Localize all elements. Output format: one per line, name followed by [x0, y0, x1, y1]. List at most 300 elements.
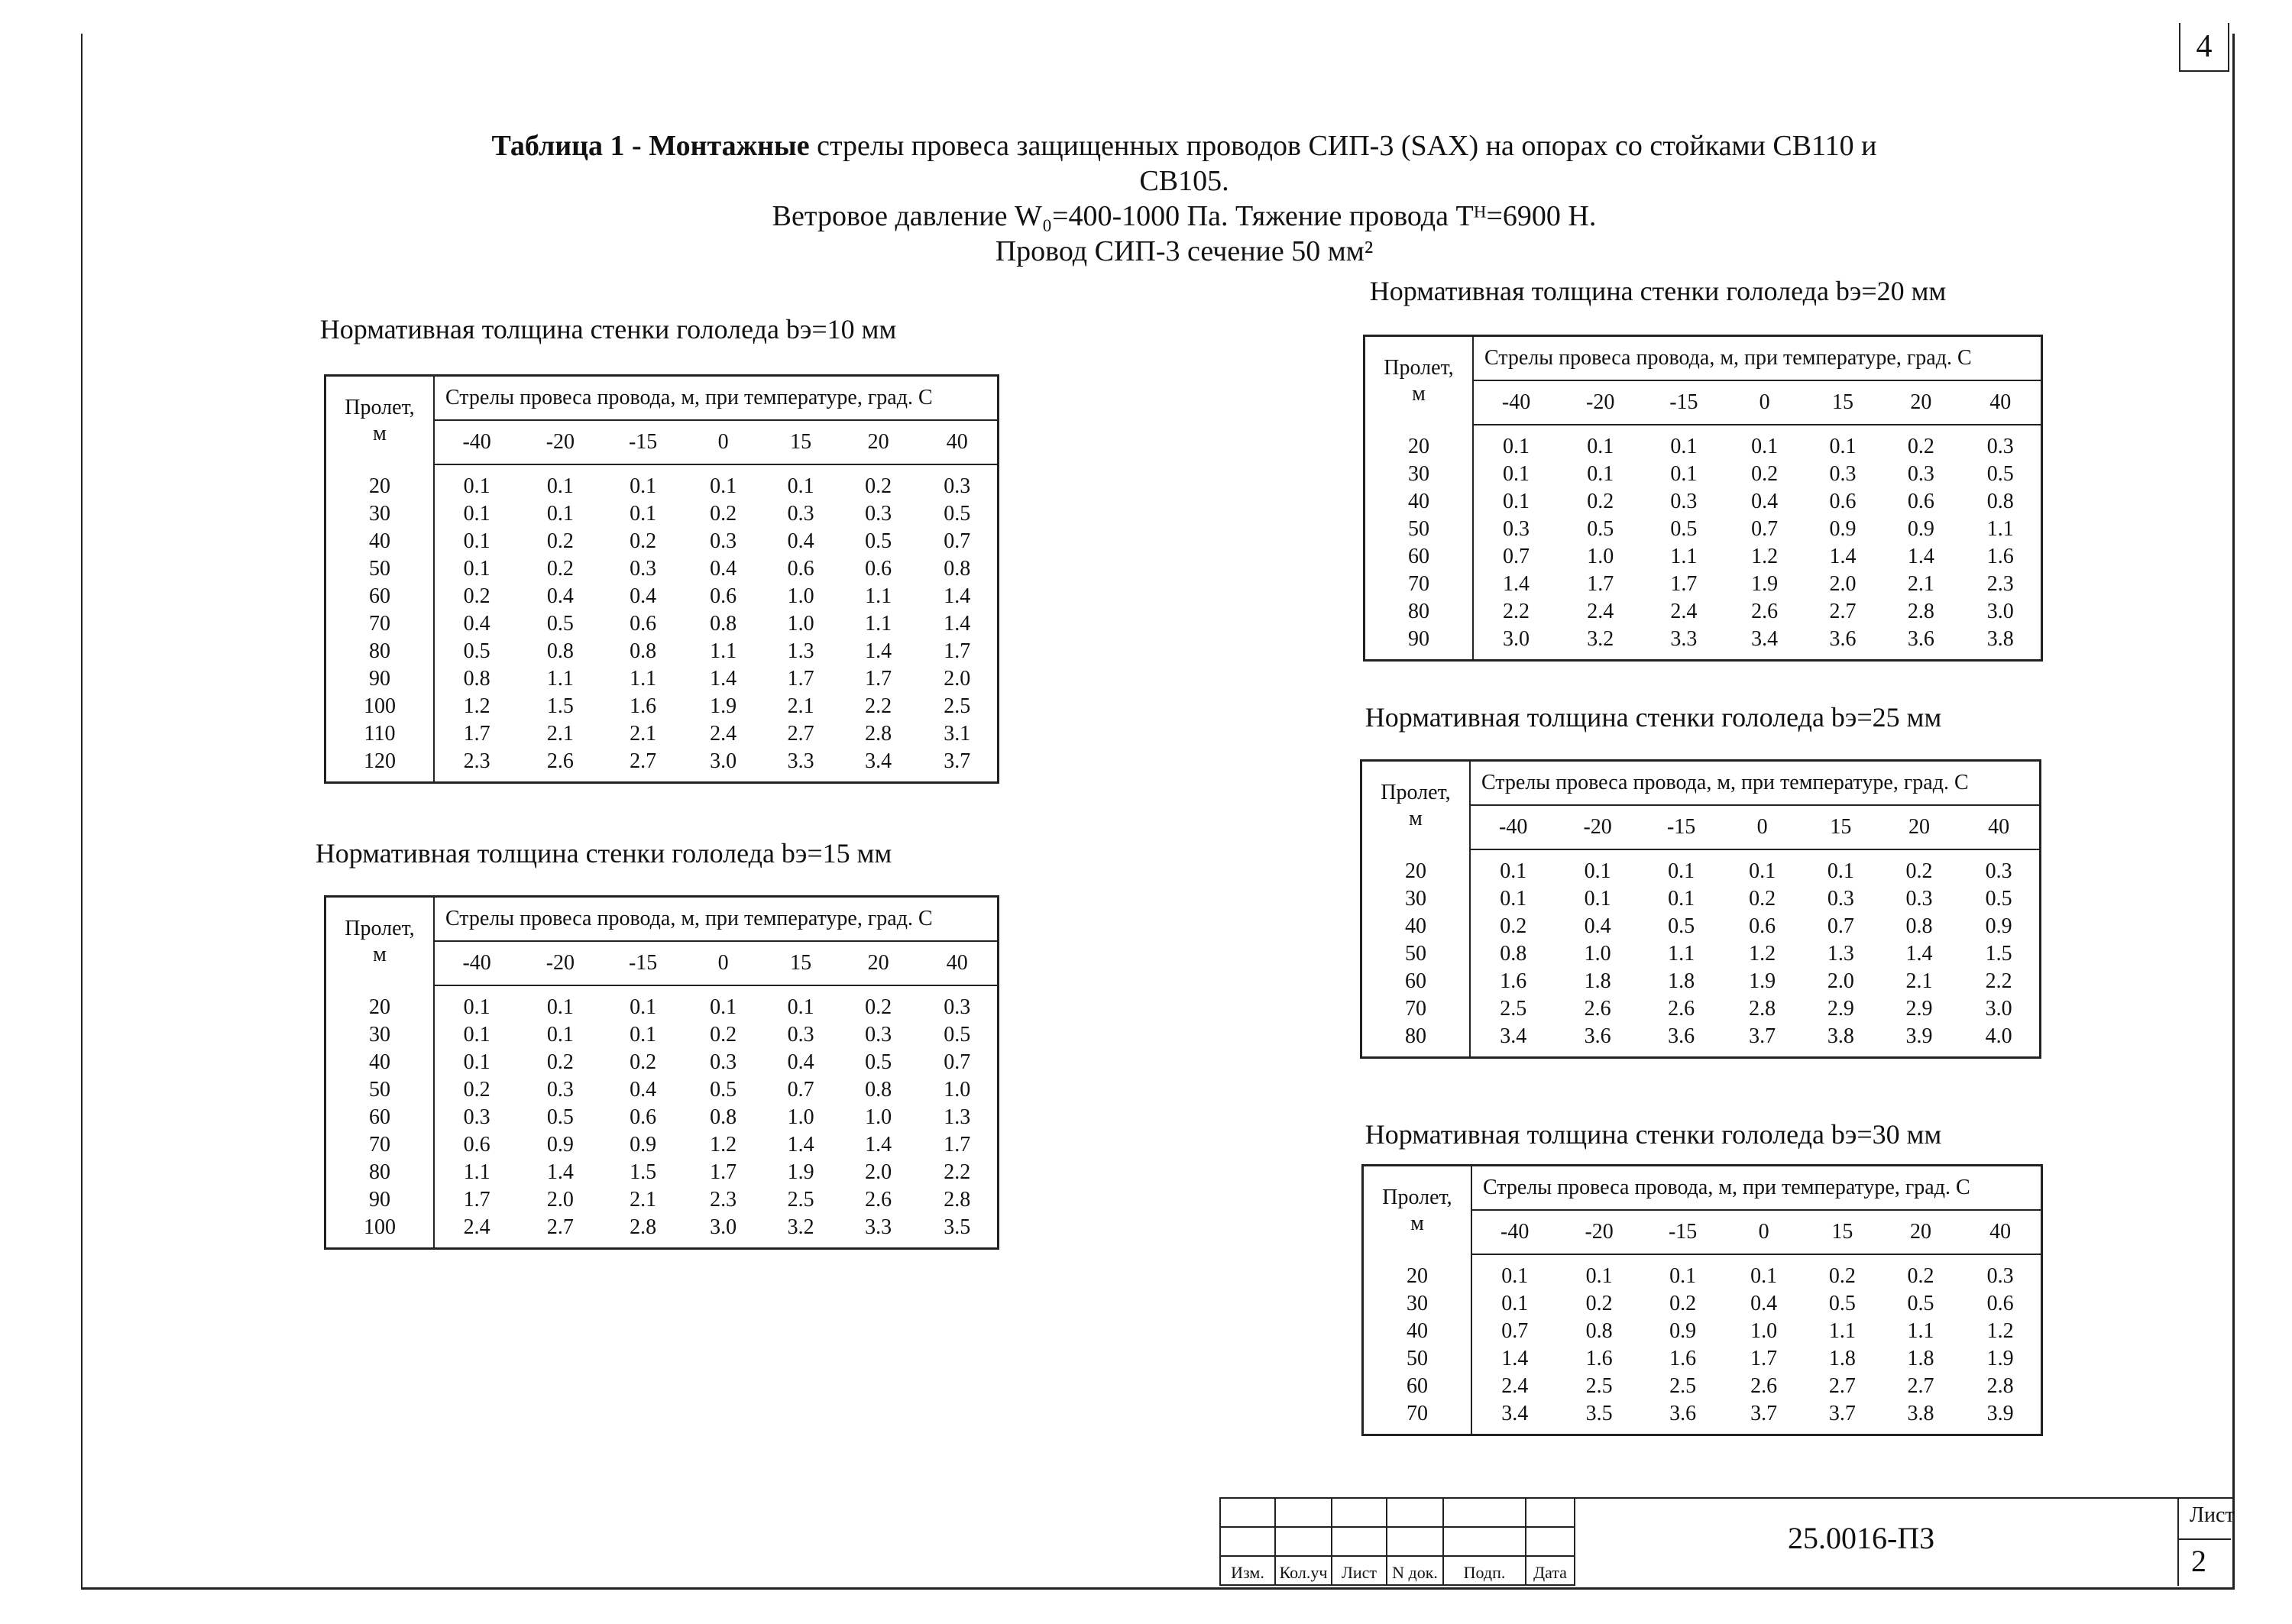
sag-value: 0.1 [434, 500, 519, 528]
table-row [1365, 488, 2042, 516]
sag-value: 0.2 [1751, 462, 1779, 486]
sag-value: 0.1 [1584, 859, 1611, 883]
sag-value: 2.1 [787, 694, 814, 718]
table-row [1365, 626, 2042, 661]
sag-value: 1.9 [787, 1160, 814, 1184]
sag-value: 1.4 [710, 667, 737, 691]
span-value: 70 [1405, 997, 1426, 1021]
sag-value: 0.9 [1669, 1319, 1697, 1343]
stamp-column-label: Кол.уч [1279, 1563, 1328, 1582]
sag-value: 0.3 [434, 1104, 519, 1131]
sheet-corner-number: 4 [2179, 23, 2229, 72]
sag-value: 3.4 [1471, 1400, 1557, 1435]
header-span-unit: м [373, 421, 387, 445]
sag-value: 3.6 [1829, 627, 1857, 651]
stamp-cell [1387, 1528, 1444, 1557]
sag-value: 0.2 [630, 529, 657, 553]
sag-value: 0.1 [1668, 859, 1695, 883]
sag-value: 2.0 [1829, 572, 1857, 596]
header-sag-caption: Стрелы провеса провода, м, при температуре, град. С [434, 376, 999, 421]
sag-value: 0.9 [1829, 517, 1857, 541]
caption-table-25: Нормативная толщина стенки гололеда bэ=25 мм [1365, 702, 1942, 733]
span-value: 60 [369, 1105, 390, 1129]
sag-value: 3.2 [787, 1215, 814, 1239]
stamp-cell [1444, 1499, 1526, 1528]
sag-value: 1.5 [630, 1160, 657, 1184]
stamp-column-label: Подп. [1463, 1563, 1506, 1582]
table-row [1363, 1373, 2042, 1400]
table-row [1363, 1290, 2042, 1318]
sag-value: 0.5 [710, 1078, 737, 1102]
table-row [1365, 425, 2042, 461]
sag-value: 3.0 [1473, 626, 1559, 661]
sag-value: 1.0 [1584, 942, 1611, 966]
sag-value: 1.7 [865, 667, 892, 691]
caption-table-20: Нормативная толщина стенки гололеда bэ=20 мм [1369, 276, 1947, 306]
sag-value: 0.1 [1829, 435, 1857, 458]
header-span-unit: м [373, 942, 387, 966]
sag-value: 0.4 [630, 1078, 657, 1102]
sag-value: 1.7 [1587, 572, 1614, 596]
sag-value: 2.8 [1986, 1374, 2014, 1398]
sag-value: 0.2 [434, 1076, 519, 1104]
table-row [1361, 1023, 2041, 1058]
span-value: 30 [1408, 462, 1429, 486]
table-row [325, 500, 999, 528]
sag-value: 0.5 [944, 1023, 971, 1047]
sag-value: 3.8 [1827, 1024, 1854, 1048]
span-value: 40 [1405, 914, 1426, 938]
sag-value: 0.9 [630, 1133, 657, 1157]
sag-value: 0.1 [434, 1021, 519, 1049]
header-temperature: -15 [602, 420, 685, 464]
sag-value: 0.1 [1470, 885, 1556, 913]
sag-value: 1.1 [1828, 1319, 1856, 1343]
sag-value: 1.9 [1751, 572, 1779, 596]
sag-value: 0.2 [710, 1023, 737, 1047]
sag-value: 0.1 [1750, 1264, 1778, 1288]
sag-value: 0.6 [1829, 490, 1857, 513]
sag-value: 0.8 [865, 1078, 892, 1102]
sag-value: 2.8 [944, 1188, 971, 1212]
sag-value: 0.1 [1587, 462, 1614, 486]
sheet-number: 2 [2191, 1544, 2206, 1578]
stamp-column-label: N док. [1392, 1563, 1438, 1582]
sag-value: 0.6 [865, 557, 892, 581]
sag-value: 0.7 [944, 1050, 971, 1074]
sag-value: 3.9 [1986, 1402, 2014, 1425]
sag-value: 2.7 [630, 749, 657, 773]
span-value: 40 [369, 529, 390, 553]
header-temperature: -20 [519, 420, 601, 464]
sag-value: 2.9 [1827, 997, 1854, 1021]
header-sag-caption: Стрелы провеса провода, м, при температуре, град. С [1470, 761, 2041, 806]
sag-value: 1.4 [865, 1133, 892, 1157]
header-temperature: 40 [917, 941, 998, 985]
header-temperature: 40 [917, 420, 998, 464]
sag-value: 1.5 [546, 694, 574, 718]
sag-value: 1.8 [1828, 1347, 1856, 1370]
sag-value: 1.4 [944, 612, 971, 636]
sag-value: 0.1 [546, 1023, 574, 1047]
stamp-column-label: Дата [1533, 1563, 1567, 1582]
stamp-cell [1332, 1557, 1387, 1586]
sag-value: 1.0 [787, 584, 814, 608]
sag-value: 0.8 [546, 639, 574, 663]
sag-value: 0.2 [546, 1050, 574, 1074]
header-temperature: -40 [434, 420, 519, 464]
stamp-cell [1276, 1499, 1332, 1528]
span-value: 120 [364, 749, 396, 773]
table-row [1365, 598, 2042, 626]
sag-value: 2.8 [1749, 997, 1776, 1021]
span-value: 100 [364, 1215, 396, 1239]
sag-value: 0.1 [710, 995, 737, 1019]
header-temperature: -40 [434, 941, 519, 985]
sag-value: 2.0 [546, 1188, 574, 1212]
table-row [1361, 968, 2041, 995]
table-row [325, 1049, 999, 1076]
header-span [1361, 761, 1471, 850]
header-temperature: 0 [685, 420, 762, 464]
header-temperature: 15 [762, 420, 840, 464]
table-row [325, 583, 999, 610]
sag-value: 0.5 [1668, 914, 1695, 938]
sag-value: 2.4 [1471, 1373, 1557, 1400]
table-row [1361, 885, 2041, 913]
sag-value: 1.1 [1986, 517, 2014, 541]
sag-value: 1.7 [434, 1186, 519, 1214]
title-line2: Ветровое давление W₀=400-1000 Па. Тяжение провода Tᴴ=6900 Н. [772, 200, 1597, 232]
stamp-sheet-divider [2177, 1538, 2231, 1540]
span-value: 40 [1408, 490, 1429, 513]
sag-value: 0.1 [1473, 461, 1559, 488]
span-value: 70 [1407, 1402, 1428, 1425]
sag-value: 0.3 [546, 1078, 574, 1102]
sag-value: 3.8 [1986, 627, 2014, 651]
sag-value: 0.2 [1828, 1264, 1856, 1288]
header-temperature: 20 [1880, 805, 1959, 849]
sag-value: 3.7 [944, 749, 971, 773]
sag-value: 2.7 [787, 722, 814, 746]
sag-value: 0.2 [1907, 1264, 1934, 1288]
table-row [1363, 1318, 2042, 1345]
stamp-cell [1276, 1557, 1332, 1586]
sag-value: 1.7 [1750, 1347, 1778, 1370]
sag-value: 1.1 [546, 667, 574, 691]
sag-value: 1.9 [1749, 969, 1776, 993]
sag-value: 1.4 [1471, 1345, 1557, 1373]
sag-value: 0.4 [1584, 914, 1611, 938]
sag-value: 3.3 [1670, 627, 1698, 651]
header-temperature: 15 [1804, 380, 1882, 425]
sag-value: 0.3 [787, 502, 814, 526]
sag-value: 0.6 [710, 584, 737, 608]
sag-value: 3.4 [1751, 627, 1779, 651]
sag-value: 1.1 [1670, 545, 1698, 568]
sag-value: 2.6 [1751, 600, 1779, 623]
span-value: 60 [1408, 545, 1429, 568]
stamp-cell [1332, 1499, 1387, 1528]
header-temperature: -40 [1473, 380, 1559, 425]
sag-value: 0.3 [1986, 1264, 2014, 1288]
span-value: 70 [369, 1133, 390, 1157]
sag-value: 1.3 [787, 639, 814, 663]
sag-value: 0.1 [1471, 1290, 1557, 1318]
span-value: 50 [1407, 1347, 1428, 1370]
sag-value: 0.1 [434, 528, 519, 555]
sag-value: 1.2 [1986, 1319, 2014, 1343]
sag-value: 2.1 [630, 722, 657, 746]
header-span-label: Пролет, [1381, 780, 1451, 804]
header-temperature: -40 [1470, 805, 1556, 849]
sag-value: 2.5 [1585, 1374, 1613, 1398]
sag-table-15mm [324, 895, 999, 1250]
header-temperature: 0 [1724, 1210, 1803, 1254]
span-value: 80 [1405, 1024, 1426, 1048]
sag-value: 1.0 [787, 1105, 814, 1129]
sag-value: 2.1 [630, 1188, 657, 1212]
sag-value: 0.1 [630, 474, 657, 498]
sag-value: 0.2 [1669, 1292, 1697, 1315]
page-title [458, 128, 1910, 269]
table-row [325, 1076, 999, 1104]
sag-table-25mm [1360, 759, 2041, 1059]
sag-value: 1.1 [1668, 942, 1695, 966]
table-row [1361, 849, 2041, 885]
stamp-cell [1444, 1528, 1526, 1557]
sag-value: 0.8 [710, 612, 737, 636]
sag-value: 0.2 [1587, 490, 1614, 513]
sag-value: 0.4 [1751, 490, 1779, 513]
sag-value: 0.1 [546, 502, 574, 526]
sag-value: 3.8 [1907, 1402, 1934, 1425]
sag-value: 0.7 [1471, 1318, 1557, 1345]
sag-value: 1.4 [546, 1160, 574, 1184]
sag-value: 1.0 [865, 1105, 892, 1129]
span-value: 110 [364, 722, 396, 746]
span-value: 70 [369, 612, 390, 636]
sag-value: 0.5 [1986, 462, 2014, 486]
sag-value: 0.2 [630, 1050, 657, 1074]
header-temperature: -15 [602, 941, 685, 985]
sag-value: 0.1 [1751, 435, 1779, 458]
sag-value: 0.4 [710, 557, 737, 581]
sag-value: 2.8 [630, 1215, 657, 1239]
sag-value: 3.7 [1828, 1402, 1856, 1425]
sag-value: 1.7 [787, 667, 814, 691]
sag-value: 0.3 [865, 1023, 892, 1047]
header-span-unit: м [1412, 381, 1426, 406]
span-value: 20 [369, 995, 390, 1019]
sag-value: 3.3 [865, 1215, 892, 1239]
header-temperature: -20 [519, 941, 601, 985]
span-value: 50 [369, 1078, 390, 1102]
table-row [325, 985, 999, 1021]
stamp-column-label: Лист [1341, 1563, 1377, 1582]
sag-value: 2.2 [1473, 598, 1559, 626]
sag-value: 0.5 [1670, 517, 1698, 541]
sag-value: 0.3 [710, 1050, 737, 1074]
sag-value: 1.0 [1750, 1319, 1778, 1343]
sag-table-10mm [324, 374, 999, 784]
sag-value: 3.0 [710, 1215, 737, 1239]
stamp-cell [1526, 1528, 1575, 1557]
sag-value: 2.2 [944, 1160, 971, 1184]
sag-value: 0.8 [1585, 1319, 1613, 1343]
header-span-label: Пролет, [1384, 355, 1454, 380]
table-row [325, 665, 999, 693]
sag-value: 2.1 [546, 722, 574, 746]
sag-value: 0.3 [944, 474, 971, 498]
sag-value: 0.2 [434, 583, 519, 610]
header-temperature: 15 [1803, 1210, 1882, 1254]
span-value: 30 [369, 1023, 390, 1047]
sag-value: 0.3 [710, 529, 737, 553]
sag-value: 2.8 [865, 722, 892, 746]
sag-value: 0.8 [1470, 940, 1556, 968]
header-temperature: 40 [1960, 380, 2042, 425]
sag-value: 0.1 [1669, 1264, 1697, 1288]
sag-value: 0.3 [1907, 462, 1934, 486]
table-row [325, 748, 999, 783]
header-temperature: 15 [762, 941, 840, 985]
sag-value: 2.6 [865, 1188, 892, 1212]
sag-value: 0.2 [1585, 1292, 1613, 1315]
table-row [325, 1186, 999, 1214]
header-temperature: 40 [1960, 1210, 2041, 1254]
span-value: 70 [1408, 572, 1429, 596]
sag-value: 1.4 [944, 584, 971, 608]
sag-value: 0.2 [710, 502, 737, 526]
caption-table-10: Нормативная толщина стенки гололеда bэ=10 мм [319, 314, 897, 345]
sag-value: 3.0 [710, 749, 737, 773]
sag-value: 1.9 [1986, 1347, 2014, 1370]
table-row [1361, 913, 2041, 940]
sag-value: 1.1 [1907, 1319, 1934, 1343]
sag-value: 2.4 [1670, 600, 1698, 623]
sag-value: 1.3 [944, 1105, 971, 1129]
sag-value: 0.5 [865, 1050, 892, 1074]
header-temperature: 0 [1725, 380, 1803, 425]
sag-value: 1.6 [630, 694, 657, 718]
span-value: 30 [1405, 887, 1426, 911]
sag-value: 0.1 [630, 1023, 657, 1047]
sag-value: 3.5 [1585, 1402, 1613, 1425]
sag-value: 0.1 [1585, 1264, 1613, 1288]
sag-value: 1.9 [710, 694, 737, 718]
sag-value: 2.5 [1669, 1374, 1697, 1398]
table-row [1361, 995, 2041, 1023]
table-row [325, 1021, 999, 1049]
sag-value: 1.4 [865, 639, 892, 663]
sag-value: 1.7 [1670, 572, 1698, 596]
header-temperature: -20 [1556, 805, 1639, 849]
sag-value: 0.1 [434, 555, 519, 583]
sag-value: 2.6 [1750, 1374, 1778, 1398]
sag-value: 0.4 [787, 1050, 814, 1074]
header-temperature: 20 [1882, 1210, 1960, 1254]
span-value: 50 [1405, 942, 1426, 966]
sag-value: 0.1 [1587, 435, 1614, 458]
table-row [325, 1159, 999, 1186]
sag-value: 3.6 [1907, 627, 1934, 651]
sag-value: 3.4 [865, 749, 892, 773]
table-row [325, 693, 999, 720]
header-temperature: 20 [840, 941, 918, 985]
sag-value: 0.1 [787, 474, 814, 498]
sag-value: 2.0 [1827, 969, 1854, 993]
span-value: 30 [369, 502, 390, 526]
sag-value: 0.1 [1471, 1254, 1557, 1290]
sag-value: 0.3 [944, 995, 971, 1019]
sag-value: 0.6 [787, 557, 814, 581]
sag-value: 0.3 [787, 1023, 814, 1047]
sag-value: 0.1 [1668, 887, 1695, 911]
sag-value: 0.6 [1907, 490, 1934, 513]
sag-value: 0.1 [434, 985, 519, 1021]
span-value: 80 [369, 1160, 390, 1184]
sag-value: 2.1 [1907, 572, 1934, 596]
sag-table-30mm [1361, 1164, 2043, 1436]
sag-value: 1.4 [1905, 942, 1933, 966]
sag-value: 1.6 [1986, 545, 2014, 568]
sag-value: 0.1 [1670, 462, 1698, 486]
span-value: 90 [369, 1188, 390, 1212]
sag-value: 0.6 [434, 1131, 519, 1159]
document-number: 25.0016-ПЗ [1788, 1521, 1935, 1555]
span-value: 20 [1408, 434, 1429, 458]
sag-value: 0.4 [630, 584, 657, 608]
sag-value: 0.3 [1986, 435, 2014, 458]
sag-value: 2.5 [1470, 995, 1556, 1023]
header-span [325, 376, 435, 465]
sag-value: 0.2 [865, 474, 892, 498]
sag-value: 0.3 [1905, 887, 1933, 911]
table-row [1365, 571, 2042, 598]
header-sag-caption: Стрелы провеса провода, м, при температуре, град. С [1473, 336, 2042, 381]
sag-value: 2.0 [944, 667, 971, 691]
sag-value: 1.6 [1585, 1347, 1613, 1370]
span-value: 40 [369, 1050, 390, 1074]
span-value: 60 [369, 584, 390, 608]
sag-value: 2.3 [434, 748, 519, 783]
sag-value: 0.1 [546, 995, 574, 1019]
sag-value: 2.9 [1905, 997, 1933, 1021]
sag-value: 1.1 [434, 1159, 519, 1186]
span-value: 50 [1408, 517, 1429, 541]
sag-value: 3.4 [1470, 1023, 1556, 1058]
sag-value: 1.0 [1587, 545, 1614, 568]
span-value: 100 [364, 694, 396, 718]
header-temperature: 20 [840, 420, 918, 464]
sag-value: 1.2 [1751, 545, 1779, 568]
sag-value: 0.4 [787, 529, 814, 553]
sag-value: 0.2 [1907, 435, 1934, 458]
sag-value: 0.8 [1905, 914, 1933, 938]
sag-value: 0.3 [865, 502, 892, 526]
header-span-label: Пролет, [1382, 1185, 1452, 1209]
header-temperature: -15 [1641, 1210, 1724, 1254]
sag-value: 3.9 [1905, 1024, 1933, 1048]
sag-value: 0.5 [1828, 1292, 1856, 1315]
sag-value: 0.5 [865, 529, 892, 553]
header-span-unit: м [1409, 806, 1423, 830]
sag-value: 0.4 [546, 584, 574, 608]
table-row [1363, 1345, 2042, 1373]
sag-value: 0.1 [630, 995, 657, 1019]
stamp-cell [1221, 1557, 1276, 1586]
